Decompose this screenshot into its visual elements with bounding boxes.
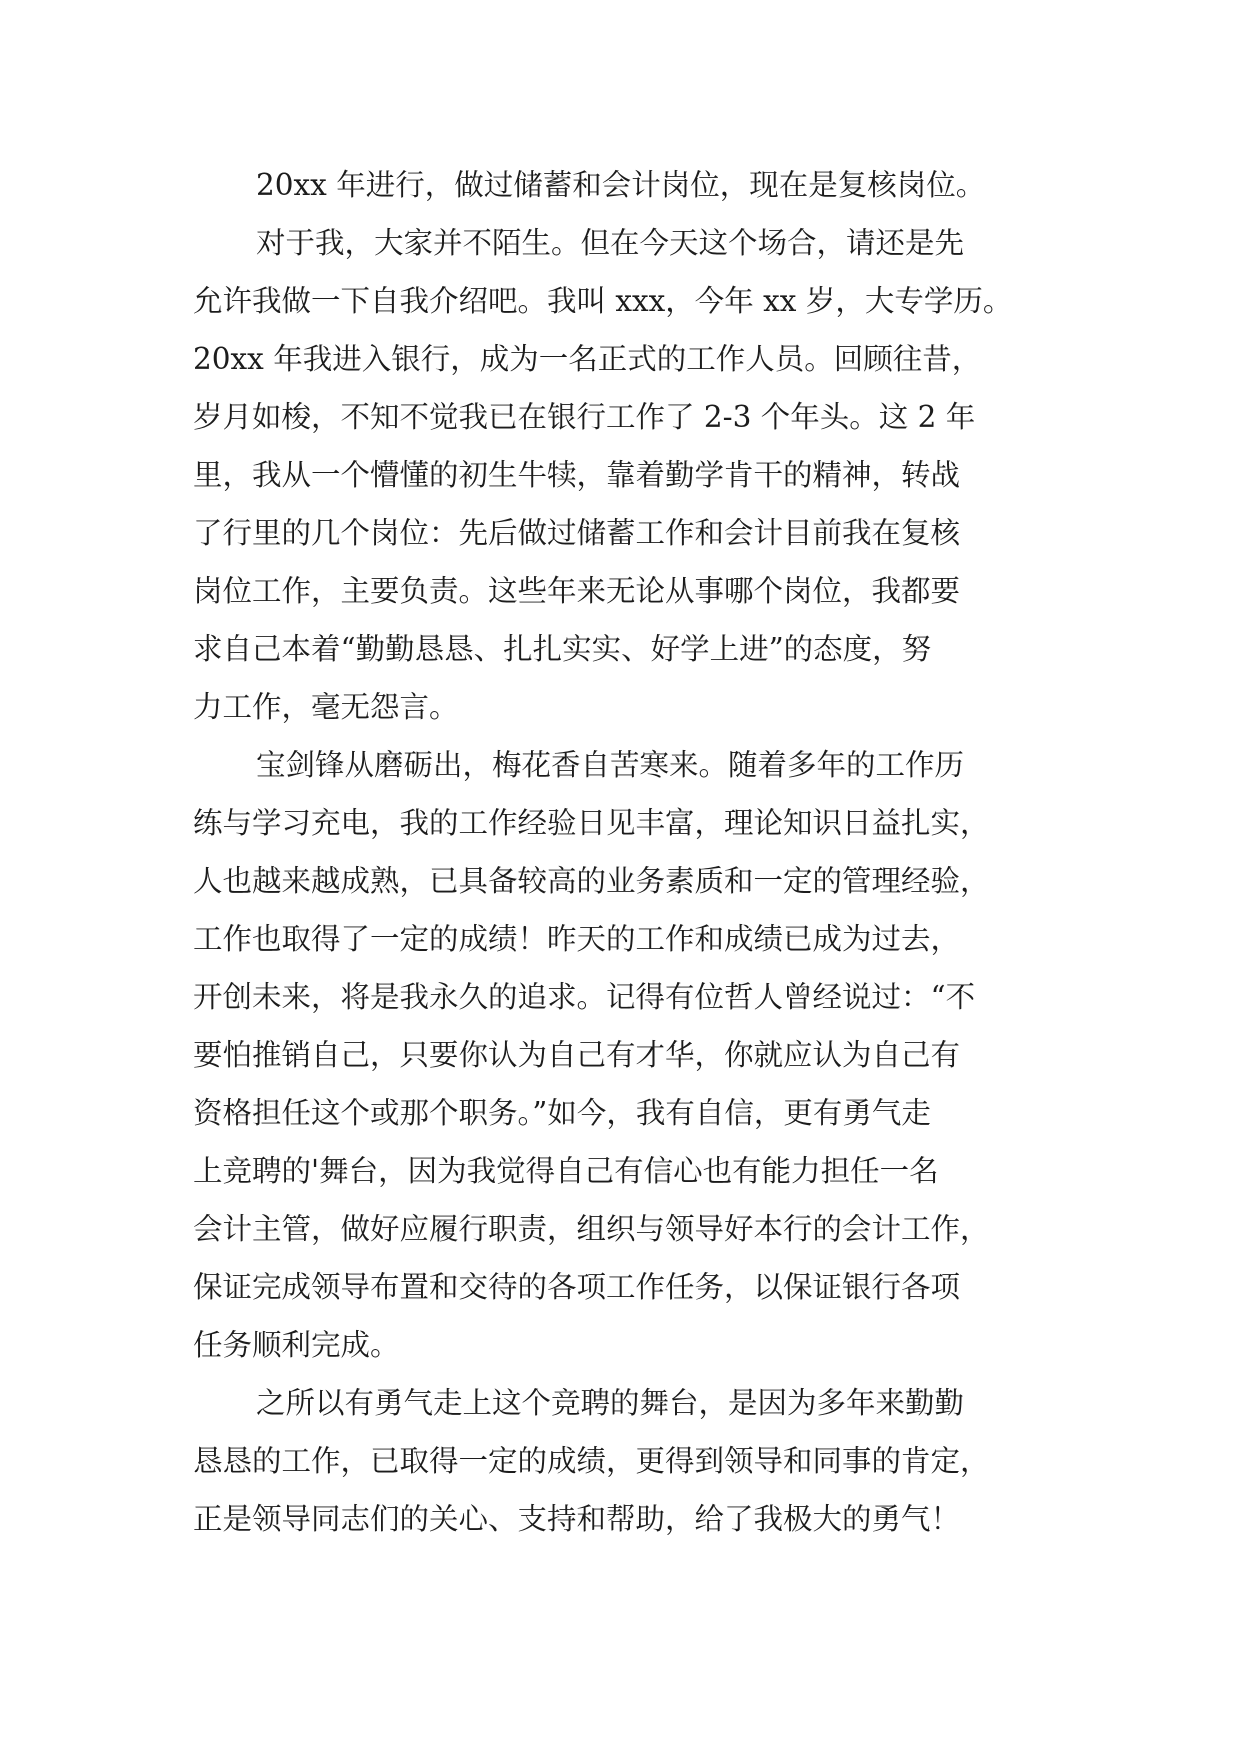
text-line: 人也越来越成熟，已具备较高的业务素质和一定的管理经验， bbox=[193, 864, 990, 898]
text-line: 力工作，毫无怨言。 bbox=[193, 690, 459, 724]
paragraph-first-line: 对于我，大家并不陌生。但在今天这个场合，请还是先 bbox=[256, 226, 965, 260]
text-line: 工作也取得了一定的成绩！昨天的工作和成绩已成为过去， bbox=[193, 922, 961, 956]
text-line: 开创未来，将是我永久的追求。记得有位哲人曾经说过：“不 bbox=[193, 980, 976, 1014]
text-line: 恳恳的工作，已取得一定的成绩，更得到领导和同事的肯定， bbox=[193, 1444, 990, 1478]
text-line: 里，我从一个懵懂的初生牛犊，靠着勤学肯干的精神，转战 bbox=[193, 458, 961, 492]
text-line: 上竞聘的'舞台，因为我觉得自己有信心也有能力担任一名 bbox=[193, 1154, 939, 1188]
paragraph-first-line: 之所以有勇气走上这个竞聘的舞台，是因为多年来勤勤 bbox=[256, 1386, 965, 1420]
text-line: 允许我做一下自我介绍吧。我叫 xxx，今年 xx 岁，大专学历。 bbox=[193, 284, 1013, 318]
text-line: 岗位工作，主要负责。这些年来无论从事哪个岗位，我都要 bbox=[193, 574, 961, 608]
text-line: 求自己本着“勤勤恳恳、扎扎实实、好学上进”的态度，努 bbox=[193, 632, 932, 666]
text-line: 20xx 年我进入银行，成为一名正式的工作人员。回顾往昔， bbox=[193, 342, 982, 376]
text-line: 20xx 年进行，做过储蓄和会计岗位，现在是复核岗位。 bbox=[256, 168, 986, 202]
text-line: 了行里的几个岗位：先后做过储蓄工作和会计目前我在复核 bbox=[193, 516, 961, 550]
text-line: 任务顺利完成。 bbox=[193, 1328, 400, 1362]
paragraph-first-line: 宝剑锋从磨砺出，梅花香自苦寒来。随着多年的工作历 bbox=[256, 748, 965, 782]
text-line: 岁月如梭，不知不觉我已在银行工作了 2-3 个年头。这 2 年 bbox=[193, 400, 976, 434]
text-line: 要怕推销自己，只要你认为自己有才华，你就应认为自己有 bbox=[193, 1038, 961, 1072]
text-line: 保证完成领导布置和交待的各项工作任务，以保证银行各项 bbox=[193, 1270, 961, 1304]
text-line: 资格担任这个或那个职务。”如今，我有自信，更有勇气走 bbox=[193, 1096, 931, 1130]
text-line: 正是领导同志们的关心、支持和帮助，给了我极大的勇气！ bbox=[193, 1502, 961, 1536]
text-line: 会计主管，做好应履行职责，组织与领导好本行的会计工作， bbox=[193, 1212, 990, 1246]
text-line: 练与学习充电，我的工作经验日见丰富，理论知识日益扎实， bbox=[193, 806, 990, 840]
